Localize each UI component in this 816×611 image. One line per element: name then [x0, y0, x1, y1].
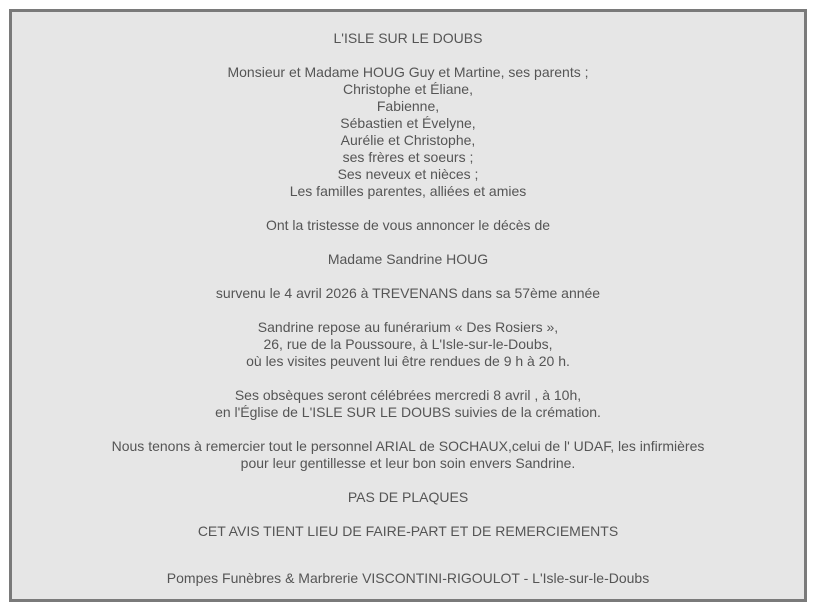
deceased-name: Madame Sandrine HOUG [327, 251, 489, 267]
thanks-line: pour leur gentillesse et leur bon soin envers Sandrine. [240, 455, 576, 471]
visitation-line: Sandrine repose au funérarium « Des Rosiers », [257, 319, 559, 335]
family-line: Les familles parentes, alliées et amies [289, 183, 527, 199]
family-line: Aurélie et Christophe, [340, 132, 476, 148]
family-line: Monsieur et Madame HOUG Guy et Martine, ses parents ; [227, 64, 589, 80]
location-heading: L'ISLE SUR LE DOUBS [333, 30, 483, 46]
death-info: survenu le 4 avril 2026 à TREVENANS dans sa 57ème année [215, 285, 601, 301]
announcement-text: Ont la tristesse de vous annoncer le décès de [265, 217, 551, 233]
notice-content [12, 30, 804, 587]
family-line: Ses neveux et nièces ; [337, 166, 479, 182]
family-line: Sébastien et Évelyne, [340, 115, 476, 131]
funeral-line: en l'Église de L'ISLE SUR LE DOUBS suivies de la crémation. [215, 404, 601, 420]
family-line: Christophe et Éliane, [343, 81, 473, 97]
obituary-notice [9, 9, 807, 602]
thanks-line: Nous tenons à remercier tout le personnel ARIAL de SOCHAUX,celui de l' UDAF, les infirmières [111, 438, 705, 454]
visitation-line: 26, rue de la Poussoure, à L'Isle-sur-le-Doubs, [263, 336, 553, 352]
family-line: Fabienne, [376, 98, 440, 114]
no-plaques-text: PAS DE PLAQUES [347, 489, 469, 505]
family-line: ses frères et soeurs ; [342, 149, 474, 165]
funeral-home-signature: Pompes Funèbres & Marbrerie VISCONTINI-RIGOULOT - L'Isle-sur-le-Doubs [166, 570, 650, 586]
notice-statement: CET AVIS TIENT LIEU DE FAIRE-PART ET DE REMERCIEMENTS [197, 523, 619, 539]
visitation-line: où les visites peuvent lui être rendues de 9 h à 20 h. [246, 353, 570, 369]
funeral-line: Ses obsèques seront célébrées mercredi 8 avril , à 10h, [234, 387, 582, 403]
